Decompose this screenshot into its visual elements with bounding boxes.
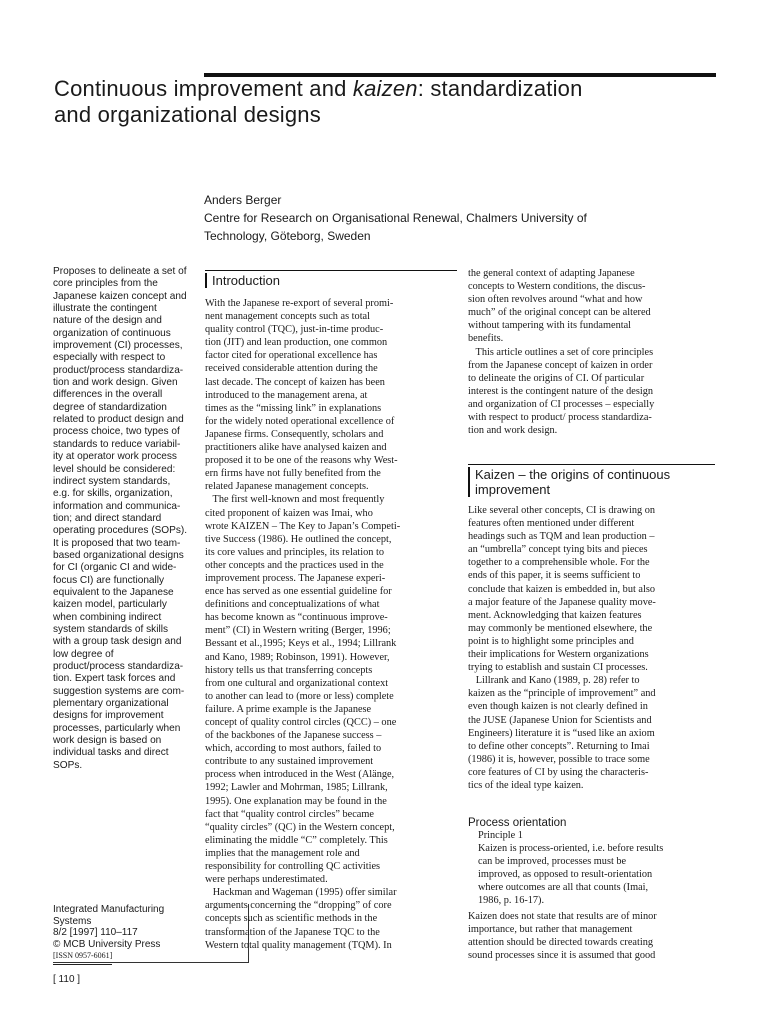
principle-block [478, 829, 716, 908]
abstract-line: low degree of [53, 648, 114, 660]
text-line: importance, but rather that management [468, 924, 633, 936]
text-line: headings such as TQM and lean production – [468, 531, 655, 543]
text-line: without tampering with its fundamental [468, 320, 632, 332]
text-line: definitions and conceptualizations of what [205, 599, 380, 611]
abstract-line: organization of continuous [53, 327, 171, 339]
text-line: an “umbrella” concept tying bits and pieces [468, 544, 648, 556]
text-line: Like several other concepts, CI is drawing on [468, 505, 656, 516]
abstract-line: focus CI) are functionally [53, 574, 165, 586]
text-line: arguments concerning the “dropping” of core [205, 900, 392, 912]
text-line: even though kaizen is not clearly defined in [468, 701, 648, 713]
text-line: process when introduced in the West (Alänge, [205, 769, 395, 781]
abstract-line: illustrate the contingent [53, 303, 157, 315]
abstract-line: Proposes to delineate a set of [53, 266, 187, 277]
principle-line: 1986, p. 16-17). [478, 895, 545, 907]
abstract-line: for CI (organic CI and wide- [53, 562, 177, 574]
principle-line: where outcomes are all that counts (Imai, [478, 882, 649, 894]
body-column-2-top [468, 267, 716, 437]
text-line: related Japanese management concepts. [205, 481, 369, 493]
text-line: responsibility for controlling QC activities [205, 861, 381, 873]
text-line: With the Japanese re-export of several promi- [205, 298, 394, 309]
abstract-line: Japanese kaizen concept and [53, 290, 187, 302]
text-line: to define other concepts”. Returning to Imai [468, 740, 650, 752]
abstract-line: information and communica- [53, 500, 181, 512]
text-line: with respect to product/ process standardiza- [468, 412, 652, 424]
text-line: from the Japanese concept of kaizen in order [468, 359, 653, 371]
text-line: received considerable attention during the [205, 363, 378, 375]
text-line: much” of the original concept can be altered [468, 307, 651, 319]
text-line: factor cited for operational excellence has [205, 350, 378, 362]
text-line: trying to establish and sustain CI processes. [468, 662, 648, 674]
text-line: point is to highlight some principles and [468, 635, 634, 647]
text-line: tion and work design. [468, 425, 558, 437]
abstract-line: operating procedures (SOPs). [53, 525, 188, 537]
abstract-line: when combining indirect [53, 611, 162, 623]
body-column-2-middle [468, 504, 716, 792]
heading-kaizen-origins: Kaizen – the origins of continuous improvement [468, 467, 715, 497]
text-line: tive Success (1986). He outlined the concept, [205, 533, 392, 545]
journal-rule [53, 962, 248, 963]
abstract-line: ity at operator work process [53, 451, 177, 463]
text-line: ence has served as one essential guideline for [205, 586, 392, 598]
abstract-line: suggestion systems are com- [53, 685, 185, 697]
text-line: The first well-known and most frequently [205, 494, 385, 506]
principle-line: Kaizen is process-oriented, i.e. before results [478, 843, 664, 855]
text-line: and organization of CI processes – especially [468, 398, 655, 410]
abstract-line: based organizational designs [53, 549, 184, 561]
abstract-line: processes, particularly when [53, 722, 181, 734]
text-line: sound processes since it is assumed that good [468, 950, 656, 962]
text-line: concept of quality control circles (QCC) – one [205, 717, 397, 728]
text-line: its core values and principles, its relation to [205, 546, 385, 558]
abstract-line: kaizen model, particularly [53, 599, 167, 611]
text-line: improvement process. The Japanese experi- [205, 572, 386, 584]
journal-name-cont: Systems [53, 915, 92, 927]
text-line: may commonly be mentioned elsewhere, the [468, 622, 653, 634]
text-line: the JUSE (Japanese Union for Scientists and [468, 714, 652, 726]
heading-process-orientation: Process orientation [468, 817, 567, 829]
text-line: benefits. [468, 333, 504, 345]
text-line: of the backbones of the Japanese success – [205, 730, 382, 742]
text-line: ern firms have not fully benefited from the [205, 468, 381, 480]
text-line: the general context of adapting Japanese [468, 268, 635, 279]
journal-name: Integrated Manufacturing [53, 904, 165, 915]
text-line: cited proponent of kaizen was Imai, who [205, 507, 373, 519]
title-line-1: Continuous improvement and kaizen: standardization [54, 76, 583, 101]
author-name: Anders Berger [204, 193, 282, 207]
abstract-line: improvement (CI) processes, [53, 340, 183, 352]
heading-introduction: Introduction [205, 273, 457, 288]
text-line: Hackman and Wageman (1995) offer similar [205, 887, 397, 899]
text-line: Lillrank and Kano (1989, p. 28) refer to [468, 675, 640, 687]
abstract-line: related to product design and [53, 414, 184, 426]
title-line-2: and organizational designs [54, 102, 321, 127]
abstract-line: differences in the overall [53, 389, 163, 401]
author-block [204, 191, 724, 245]
text-line: nent management concepts such as total [205, 311, 370, 323]
text-line: core features of CI by using the characteris- [468, 766, 649, 778]
abstract-line: level should be considered: [53, 463, 176, 475]
text-line: ment. Acknowledging that kaizen features [468, 609, 642, 621]
journal-issn: [ISSN 0957-6061] [53, 950, 112, 965]
text-line: Engineers) literature it is “used like an axiom [468, 727, 655, 739]
text-line: ends of this paper, it is seems sufficient to [468, 570, 641, 582]
text-line: tion (JIT) and lean production, one common [205, 337, 388, 349]
text-line: a major feature of the Japanese quality move- [468, 596, 656, 608]
abstract-line: plementary organizational [53, 698, 169, 710]
text-line: Bessant et al.,1995; Keys et al., 1994; Lillrank [205, 638, 397, 650]
text-line: history tells us that transferring concepts [205, 664, 373, 676]
abstract-line: individual tasks and direct [53, 747, 169, 759]
text-line: which, according to most authors, failed to [205, 743, 382, 755]
text-line: were perhaps underestimated. [205, 874, 328, 886]
text-line: Kaizen does not state that results are of minor [468, 911, 657, 922]
text-line: (1986) it is, however, possible to trace some [468, 753, 650, 765]
abstract-line: system standards of skills [53, 623, 168, 635]
text-line: sion often revolves around “what and how [468, 294, 643, 306]
abstract [53, 266, 195, 772]
text-line: has become known as “continuous improve- [205, 612, 388, 624]
text-line: 1992; Lawler and Mohrman, 1985; Lillrank, [205, 782, 388, 794]
text-line: This article outlines a set of core principles [468, 346, 654, 358]
author-affiliation-cont: Technology, Göteborg, Sweden [204, 229, 371, 243]
principle-line: improved, as opposed to result-orientation [478, 869, 653, 881]
text-line: and Kano, 1989; Robinson, 1991). However, [205, 651, 390, 663]
text-line: concepts such as scientific methods in the [205, 913, 378, 925]
text-line: kaizen as the “principle of improvement” and [468, 688, 656, 700]
text-line: together to a comprehensible whole. For the [468, 557, 650, 569]
text-line: transformation of the Japanese TQC to the [205, 926, 380, 938]
text-line: tics of the ideal type kaizen. [468, 779, 584, 791]
abstract-line: product/process standardiza- [53, 364, 184, 376]
principle-line: can be improved, processes must be [478, 856, 627, 868]
author-affiliation: Centre for Research on Organisational Renewal, Chalmers University of [204, 211, 587, 225]
text-line: last decade. The concept of kaizen has been [205, 376, 385, 388]
text-line: times as the “missing link” in explanations [205, 402, 382, 414]
text-line: their implications for Western organizations [468, 649, 649, 661]
text-line: for the widely noted operational excellence of [205, 415, 395, 427]
abstract-line: degree of standardization [53, 401, 167, 413]
journal-info [53, 904, 193, 965]
abstract-line: SOPs. [53, 759, 83, 771]
text-line: practitioners alike have analysed kaizen and [205, 442, 387, 454]
text-line: to delineate the origins of CI. Of particular [468, 372, 645, 384]
text-line: concepts to Western conditions, the discus- [468, 281, 646, 293]
abstract-line: tion and work design. Given [53, 377, 178, 389]
article-title [54, 76, 734, 128]
text-line: from one cultural and organizational context [205, 677, 389, 689]
text-line: interest is the contingent nature of the design [468, 385, 654, 397]
text-line: attention should be directed towards creating [468, 937, 653, 949]
abstract-line: It is proposed that two team- [53, 537, 181, 549]
text-line: Japanese firms. Consequently, scholars and [205, 428, 384, 440]
abstract-line: e.g. for skills, organization, [53, 488, 173, 500]
text-line: quality control (TQC), just-in-time produc- [205, 324, 384, 336]
abstract-line: nature of the design and [53, 315, 162, 327]
text-line: eliminating the middle “C” completely. This [205, 834, 388, 846]
text-line: “quality circles” (QC) in the Western concept, [205, 821, 395, 833]
body-column-2-bottom [468, 910, 716, 962]
text-line: proposed it to be one of the reasons why West- [205, 455, 398, 467]
text-line: wrote KAIZEN – The Key to Japan’s Competi- [205, 520, 401, 532]
abstract-line: tion; and direct standard [53, 512, 162, 524]
text-line: conclude that kaizen is embedded in, but also [468, 583, 656, 595]
abstract-line: equivalent to the Japanese [53, 586, 174, 598]
text-line: Western total quality management (TQM). In [205, 939, 392, 951]
journal-publisher: © MCB University Press [53, 938, 161, 950]
abstract-line: process choice, two types of [53, 426, 180, 438]
text-line: contribute to any sustained improvement [205, 756, 374, 768]
body-column-1 [205, 297, 457, 952]
page-number: [ 110 ] [53, 974, 81, 985]
text-line: features often mentioned under different [468, 518, 635, 530]
abstract-line: standards to reduce variabil- [53, 438, 181, 450]
abstract-line: product/process standardiza- [53, 661, 184, 672]
text-line: implies that the management role and [205, 847, 360, 859]
text-line: 1995). One explanation may be found in the [205, 795, 387, 807]
abstract-line: designs for improvement [53, 710, 164, 722]
text-line: introduced to the management arena, at [205, 389, 368, 401]
text-line: ment” (CI) in Western writing (Berger, 1996; [205, 625, 391, 637]
text-line: to another can lead to (more or less) complete [205, 690, 394, 702]
abstract-line: work design is based on [53, 735, 162, 747]
abstract-line: indirect system standards, [53, 475, 171, 487]
text-line: other concepts and the practices used in the [205, 559, 384, 571]
abstract-line: especially with respect to [53, 352, 166, 364]
journal-issue: 8/2 [1997] 110–117 [53, 927, 138, 938]
abstract-line: with a group task design and [53, 636, 182, 648]
principle-line: Principle 1 [478, 830, 523, 841]
abstract-line: tion. Expert task forces and [53, 673, 176, 685]
text-line: failure. A prime example is the Japanese [205, 703, 372, 715]
abstract-line: core principles from the [53, 278, 158, 290]
text-line: fact that “quality control circles” became [205, 808, 374, 820]
